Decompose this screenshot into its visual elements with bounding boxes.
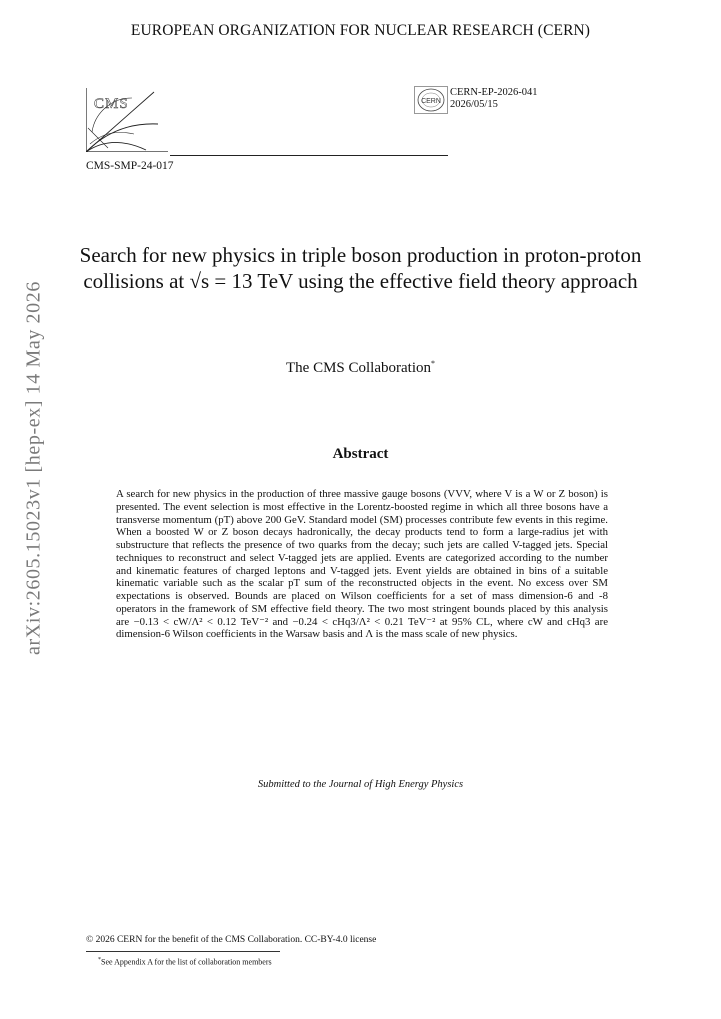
- footnote-text: See Appendix A for the list of collaboration members: [101, 957, 272, 967]
- author-footnote-mark: *: [431, 359, 435, 368]
- author-line: [0, 359, 721, 377]
- footnote-rule: [86, 951, 280, 952]
- svg-text:CMS: CMS: [94, 96, 129, 112]
- submission-note: Submitted to the Journal of High Energy Physics: [257, 779, 464, 790]
- header-rule: [170, 155, 448, 156]
- arxiv-identifier-text: arXiv:2605.15023v1 [hep-ex] 14 May 2026: [22, 281, 45, 655]
- footnote-mark: *: [98, 957, 101, 963]
- paper-title: Search for new physics in triple boson production in proton-proton collisions at √s = 13 TeV using the effective field theory approach: [79, 243, 642, 293]
- cern-report-number: CERN-EP-2026-041: [450, 87, 538, 98]
- footnote: [98, 957, 272, 967]
- cms-logo: [86, 88, 168, 152]
- cern-logo: [414, 86, 448, 114]
- organization-header: EUROPEAN ORGANIZATION FOR NUCLEAR RESEARCH (CERN): [130, 22, 591, 39]
- abstract-text: A search for new physics in the production of three massive gauge bosons (VVV, where V is a W or Z boson) is presented. The event selection is most effective in the Lorentz-boosted regime in which all three bosons have a transverse momentum (pT) above 200 GeV. Standard model (SM) processes contribute few events in this regime. When a boosted W or Z boson decays hadronically, the decay products tend to form a large-radius jet with substructure that reflects the presence of two quarks from the decay; such jets are called V-tagged jets. Special techniques to reconstruct and select V-tagged jets are applied. Events are categorized according to the number and kinematic features of charged leptons and V-tagged jets. Event yields are obtained in bins of a suitable kinematic variable such as the scalar pT sum of the reconstructed objects in the event. No excess over SM expectations is observed. Bounds are placed on Wilson coefficients for a set of mass dimension-6 and -8 operators in the framework of SM effective field theory. The two most stringent bounds placed by this analysis are −0.13 < cW/Λ² < 0.12 TeV⁻² and −0.24 < cHq3/Λ² < 0.21 TeV⁻² at 95% CL, where cW and cHq3 are dimension-6 Wilson coefficients in the Warsaw basis and Λ is the mass scale of new physics.: [116, 488, 608, 641]
- cern-report-reference: [450, 87, 538, 111]
- arxiv-identifier: [22, 281, 45, 655]
- abstract-heading: Abstract: [332, 446, 389, 462]
- copyright-notice: © 2026 CERN for the benefit of the CMS Collaboration. CC-BY-4.0 license: [86, 935, 377, 945]
- cms-report-number: CMS-SMP-24-017: [86, 160, 174, 172]
- svg-text:CERN: CERN: [421, 98, 441, 105]
- authors: The CMS Collaboration: [286, 360, 431, 376]
- report-date: 2026/05/15: [450, 99, 498, 110]
